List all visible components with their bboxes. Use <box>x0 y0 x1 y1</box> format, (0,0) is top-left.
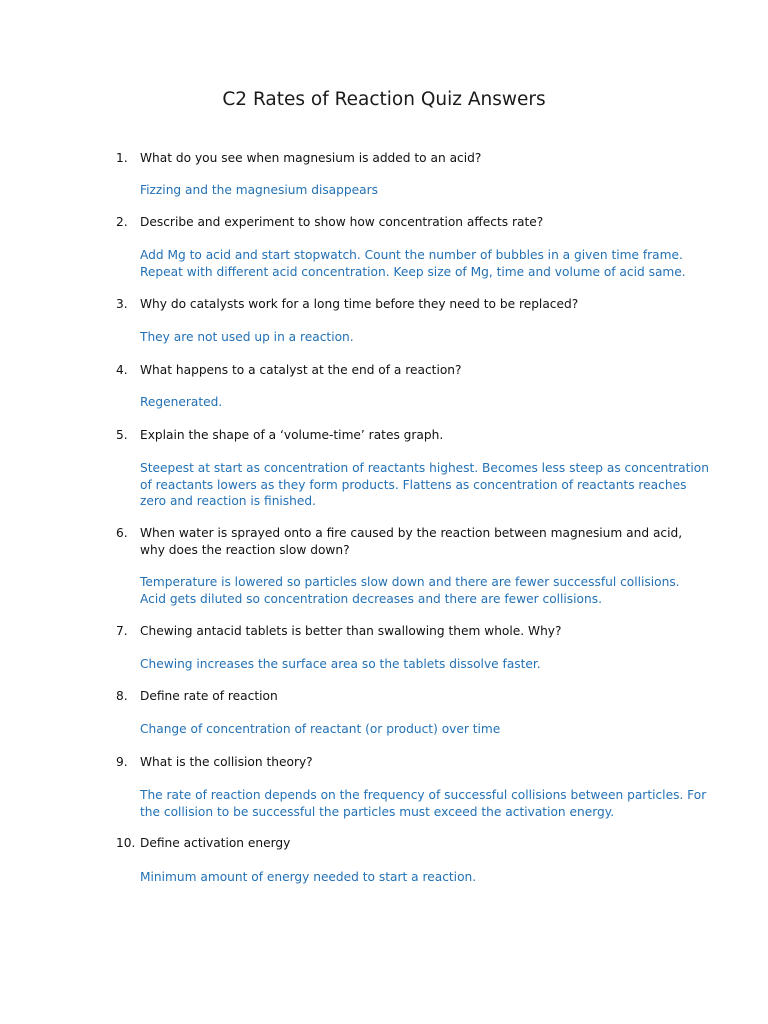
question-text <box>140 754 700 771</box>
answer-line: Regenerated. <box>140 395 223 409</box>
answer-line: Repeat with different acid concentration. Keep size of Mg, time and volume of acid same. <box>140 264 686 279</box>
answer-text <box>140 656 700 673</box>
answer-text <box>140 247 700 280</box>
question-number: 8. <box>116 689 128 703</box>
answer-line: Fizzing and the magnesium disappears <box>140 183 378 197</box>
question-line: When water is sprayed onto a fire caused by the reaction between magnesium and acid, <box>140 526 683 540</box>
answer-text <box>140 329 700 346</box>
question-text <box>140 525 700 558</box>
question-line: Define activation energy <box>140 836 291 850</box>
question-line: Chewing antacid tablets is better than swallowing them whole. Why? <box>140 624 562 638</box>
answer-line: Chewing increases the surface area so the tablets dissolve faster. <box>140 657 541 671</box>
answer-line: the collision to be successful the particles must exceed the activation energy. <box>140 804 615 819</box>
answer-line: Temperature is lowered so particles slow down and there are fewer successful collisions. <box>140 575 680 589</box>
question-number: 9. <box>116 755 128 769</box>
page-title: C2 Rates of Reaction Quiz Answers <box>222 89 546 110</box>
answer-text <box>140 182 700 199</box>
question-text <box>140 835 700 852</box>
question-text <box>140 688 700 705</box>
answer-text <box>140 869 700 886</box>
question-text <box>140 362 700 379</box>
question-line: Explain the shape of a ‘volume-time’ rates graph. <box>140 428 444 442</box>
answer-text <box>140 394 700 411</box>
answer-text <box>140 721 700 738</box>
answer-line: Change of concentration of reactant (or product) over time <box>140 722 501 736</box>
question-number: 2. <box>116 215 128 229</box>
answer-text <box>140 574 700 607</box>
question-line: What do you see when magnesium is added to an acid? <box>140 151 482 165</box>
answer-line: zero and reaction is finished. <box>140 494 316 508</box>
question-line: Why do catalysts work for a long time before they need to be replaced? <box>140 297 579 311</box>
question-text <box>140 150 700 167</box>
question-line: Define rate of reaction <box>140 689 278 703</box>
answer-line: They are not used up in a reaction. <box>140 330 354 344</box>
answer-line: Acid gets diluted so concentration decreases and there are fewer collisions. <box>140 591 602 606</box>
question-text <box>140 296 700 313</box>
question-number: 1. <box>116 151 128 165</box>
question-text <box>140 214 700 231</box>
question-line: why does the reaction slow down? <box>140 542 350 557</box>
question-number: 4. <box>116 363 128 377</box>
question-number: 7. <box>116 624 128 638</box>
question-number: 10. <box>116 836 136 850</box>
question-number: 6. <box>116 526 128 540</box>
answer-line: of reactants lowers as they form products. Flattens as concentration of reactants reaches <box>140 477 687 492</box>
answer-text <box>140 787 707 820</box>
question-text <box>140 623 700 640</box>
question-line: What happens to a catalyst at the end of a reaction? <box>140 363 462 377</box>
question-line: Describe and experiment to show how concentration affects rate? <box>140 215 544 229</box>
answer-line: Minimum amount of energy needed to start a reaction. <box>140 870 477 884</box>
answer-text <box>140 460 709 510</box>
question-line: What is the collision theory? <box>140 755 313 769</box>
question-number: 3. <box>116 297 128 311</box>
question-text <box>140 427 700 444</box>
question-number: 5. <box>116 428 128 442</box>
answer-line: The rate of reaction depends on the frequency of successful collisions between particles. For <box>140 788 707 802</box>
answer-line: Steepest at start as concentration of reactants highest. Becomes less steep as concentration <box>140 461 709 475</box>
answer-line: Add Mg to acid and start stopwatch. Count the number of bubbles in a given time frame. <box>140 248 683 262</box>
